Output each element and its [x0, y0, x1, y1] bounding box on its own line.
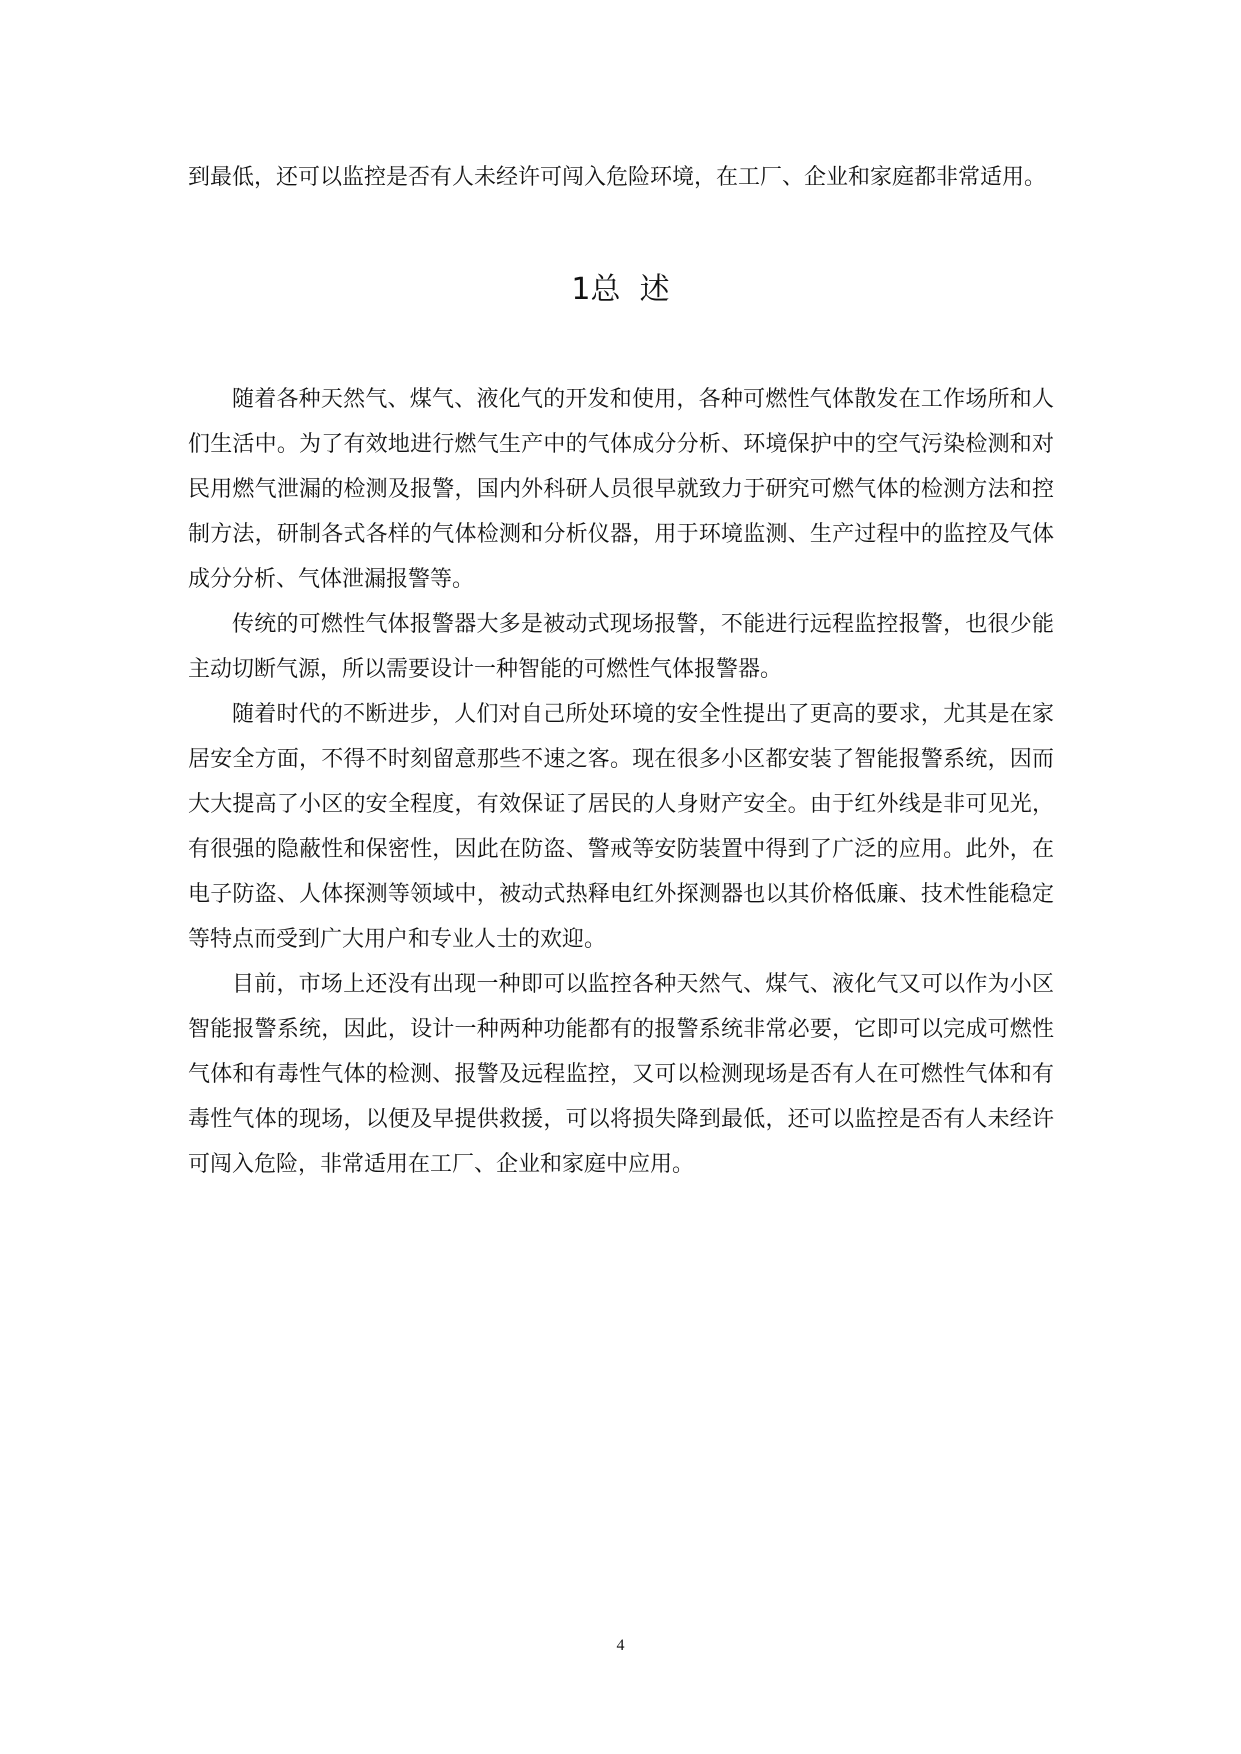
- continuation-text-block: [188, 155, 1054, 200]
- continuation-paragraph: 到最低，还可以监控是否有人未经许可闯入危险环境，在工厂、企业和家庭都非常适用。: [188, 165, 1047, 190]
- body-paragraph: 目前，市场上还没有出现一种即可以监控各种天然气、煤气、液化气又可以作为小区智能报警系统，因此，设计一种两种功能都有的报警系统非常必要，它即可以完成可燃性气体和有毒性气体的检测、报警及远程监控，又可以检测现场是否有人在可燃性气体和有毒性气体的现场，以便及早提供救援，可以将损失降到最低，还可以监控是否有人未经许可闯入危险，非常适用在工厂、企业和家庭中应用。: [188, 972, 1054, 1177]
- body-paragraph: 传统的可燃性气体报警器大多是被动式现场报警，不能进行远程监控报警，也很少能主动切断气源，所以需要设计一种智能的可燃性气体报警器。: [188, 612, 1054, 682]
- section-body: [188, 377, 1054, 1187]
- page-number: 4: [616, 1637, 625, 1654]
- body-paragraph: 随着各种天然气、煤气、液化气的开发和使用，各种可燃性气体散发在工作场所和人们生活中。为了有效地进行燃气生产中的气体成分分析、环境保护中的空气污染检测和对民用燃气泄漏的检测及报警，国内外科研人员很早就致力于研究可燃气体的检测方法和控制方法，研制各式各样的气体检测和分析仪器，用于环境监测、生产过程中的监控及气体成分分析、气体泄漏报警等。: [188, 387, 1054, 592]
- section-title: 1总 述: [571, 272, 670, 307]
- body-paragraph: 随着时代的不断进步，人们对自己所处环境的安全性提出了更高的要求，尤其是在家居安全方面，不得不时刻留意那些不速之客。现在很多小区都安装了智能报警系统，因而大大提高了小区的安全程度，有效保证了居民的人身财产安全。由于红外线是非可见光，有很强的隐蔽性和保密性，因此在防盗、警戒等安防装置中得到了广泛的应用。此外，在电子防盗、人体探测等领域中，被动式热释电红外探测器也以其价格低廉、技术性能稳定等特点而受到广大用户和专业人士的欢迎。: [188, 702, 1054, 952]
